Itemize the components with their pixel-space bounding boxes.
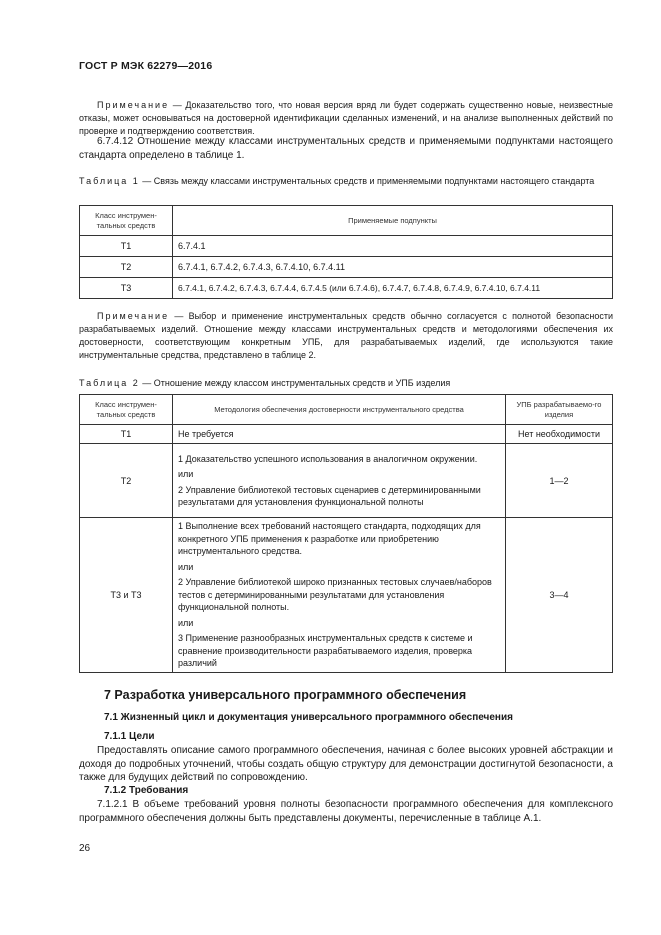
section-7-1-title: 7.1 Жизненный цикл и документация универсального программного обеспечения [104,712,513,723]
table-1-cell-subclauses: 6.7.4.1, 6.7.4.2, 6.7.4.3, 6.7.4.10, 6.7.4.11 [173,257,613,278]
table-1-head-subclauses: Применяемые подпункты [173,206,613,236]
table-row [80,278,613,299]
table-1 [79,205,613,299]
table-2-head-class: Класс инструмен-тальных средств [80,395,173,425]
note-2-text: — Выбор и применение инструментальных средств обычно согласуется с полнотой безопасности разрабатываемых изделий. Отношение между классами инструментальных средств и методологиями обеспечения их достоверности, соответствующим конкретным УПБ, для разрабатываемых изделий, где используются такие инструментальные средства, представлено в таблице 2. [79,311,613,360]
table-row [80,236,613,257]
table-1-caption [79,175,613,187]
method-option: 2 Управление библиотекой широко признанных тестовых случаев/наборов тестов с детерминированными результатами для установления функциональной полноты. [178,577,492,612]
paragraph-7-1-2-1 [79,798,613,825]
table-2-cell-method [173,518,506,673]
section-7-1-2-title: 7.1.2 Требования [104,785,189,796]
table-row [80,444,613,518]
table-2-cell-sil: Нет необходимости [506,425,613,444]
method-option: 1 Выполнение всех требований настоящего стандарта, подходящих для конкретного УПБ применения к разработке или приобретению инструментального средства. [178,521,481,556]
note-2-label: Примечание [97,311,170,321]
table-2-head-sil: УПБ разрабатываемо-го изделия [506,395,613,425]
section-7-1-1-title: 7.1.1 Цели [104,731,155,742]
table-row [80,425,613,444]
table-1-cell-subclauses: 6.7.4.1, 6.7.4.2, 6.7.4.3, 6.7.4.4, 6.7.4.5 (или 6.7.4.6), 6.7.4.7, 6.7.4.8, 6.7.4.9, 6.7.4.10, 6.7.4.11 [173,278,613,299]
method-or: или [178,561,194,572]
paragraph-6-7-4-12-text: 6.7.4.12 Отношение между классами инструментальных средств и применяемыми подпунктами настоящего стандарта определено в таблице 1. [79,136,613,161]
table-1-cell-subclauses: 6.7.4.1 [173,236,613,257]
note-1 [79,99,613,138]
paragraph-6-7-4-12 [79,135,613,162]
table-2-head-method: Методология обеспечения достоверности инструментального средства [173,395,506,425]
section-7-title: 7 Разработка универсального программного обеспечения [104,688,467,702]
table-2 [79,394,613,673]
note-1-text: — Доказательство того, что новая версия вряд ли будет содержать существенно новые, неизвестные отказы, может основываться на достоверной идентификации сделанных изменений, и на анализе выполненных действий по проверке и подтверждению соответствия. [79,100,613,136]
table-1-head-class: Класс инструмен-тальных средств [80,206,173,236]
table-2-caption-label: Таблица 2 [79,378,140,388]
page-number: 26 [79,843,91,854]
method-option: 2 Управление библиотекой тестовых сценариев с детерминированными результатами для установления функциональной полноты [178,484,481,507]
table-row [80,518,613,673]
table-2-cell-sil: 3—4 [506,518,613,673]
table-1-caption-text: — Связь между классами инструментальных средств и применяемыми подпунктами настоящего стандарта [139,176,595,186]
note-2 [79,310,613,362]
paragraph-7-1-1-text: Предоставлять описание самого программного обеспечения, начиная с более высоких уровней абстракции и доходя до подробных уточнений, чтобы создать общую структуру для демонстрации достигнутой безопасности, а также для будущих действий по сопровождению. [79,745,613,783]
table-1-caption-label: Таблица 1 [79,176,140,186]
table-1-cell-class: T2 [80,257,173,278]
method-option: 3 Применение разнообразных инструментальных средств к системе и сравнение производительности разрабатываемого изделия, проверка различий [178,633,473,668]
paragraph-7-1-2-1-text: 7.1.2.1 В объеме требований уровня полноты безопасности программного обеспечения для комплексного программного обеспечения должны быть представлены документы, перечисленные в таблице А.1. [79,799,613,824]
table-2-caption-text: — Отношение между классом инструментальных средств и УПБ изделия [139,378,451,388]
method-or: или [178,469,194,479]
document-header: ГОСТ Р МЭК 62279—2016 [79,60,213,72]
note-1-label: Примечание [97,100,170,110]
table-row [80,257,613,278]
table-2-cell-class: T1 [80,425,173,444]
table-2-caption [79,377,613,389]
table-2-cell-class: T2 [80,444,173,518]
method-or: или [178,617,194,628]
paragraph-7-1-1 [79,744,613,785]
table-2-cell-method: Не требуется [173,425,506,444]
method-option: 1 Доказательство успешного использования в аналогичном окружении. [178,453,478,464]
table-2-cell-sil: 1—2 [506,444,613,518]
table-1-cell-class: T1 [80,236,173,257]
table-2-cell-class: T3 и T3 [80,518,173,673]
table-1-cell-class: T3 [80,278,173,299]
table-2-cell-method [173,444,506,518]
